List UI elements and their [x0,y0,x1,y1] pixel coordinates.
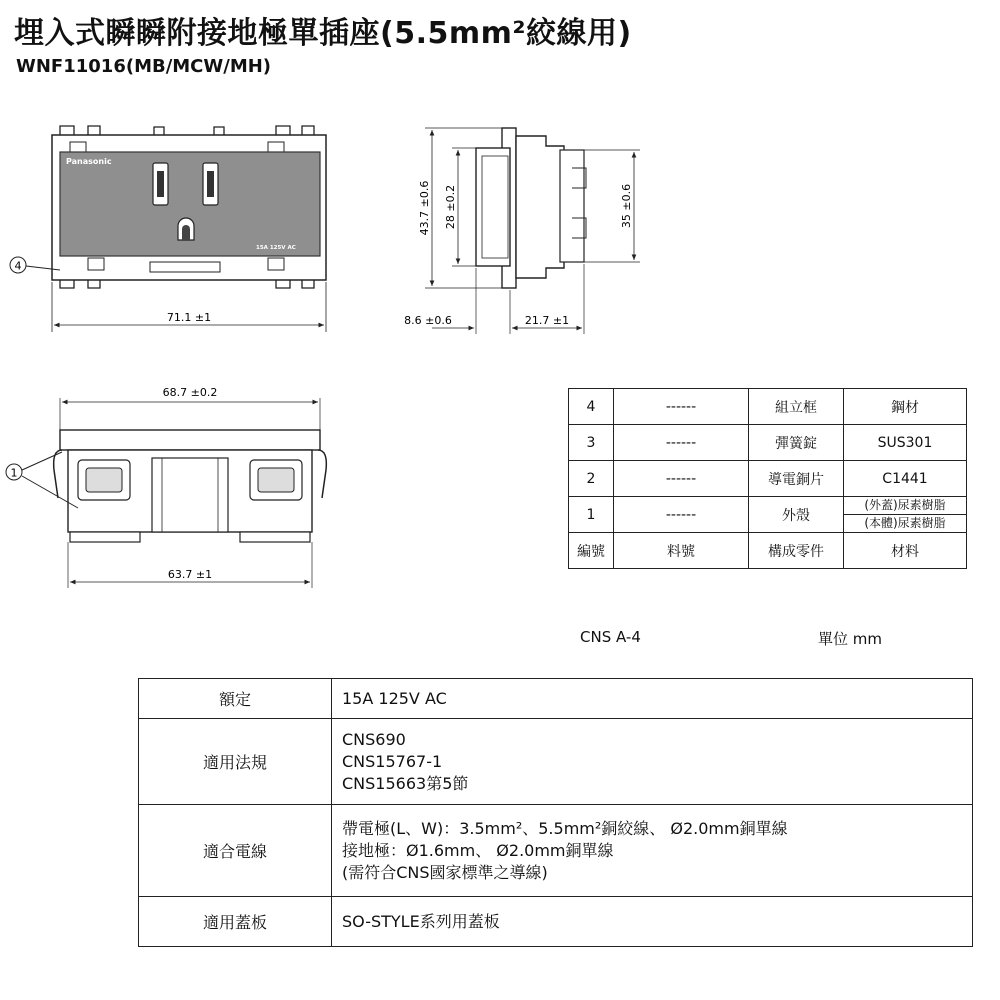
part-number-cell: 2 [569,461,614,497]
part-code-cell: ------ [614,497,749,533]
spec-label: 適用法規 [139,719,332,805]
component-cell: 外殼 [749,497,844,533]
table-row [569,389,967,425]
table-row [569,425,967,461]
spec-row-rating [139,679,973,719]
spec-line: SO-STYLE系列用蓋板 [342,911,500,931]
spec-label: 額定 [139,679,332,719]
part-number-cell: 4 [569,389,614,425]
spec-line: CNS690 [342,729,406,749]
spec-value [332,805,973,897]
spec-table [138,678,973,947]
spec-line: 帶電極(L、W)：3.5mm²、5.5mm²銅絞線、 Ø2.0mm銅單線 [342,818,788,838]
table-header-row [569,533,967,569]
part-number-cell: 1 [569,497,614,533]
standard-label: CNS A-4 [580,628,641,646]
dim-height-outer: 43.7 ±0.6 [418,180,431,236]
brand-label: Panasonic [66,157,112,166]
header-component: 構成零件 [749,533,844,569]
header-material: 材料 [844,533,967,569]
unit-label: 單位 mm [818,630,882,648]
material-cell: SUS301 [844,425,967,461]
spec-line: 接地極：Ø1.6mm、 Ø2.0mm銅單線 [342,840,614,860]
dim-height-body: 35 ±0.6 [620,183,633,229]
spec-row-standards [139,719,973,805]
spec-row-wires [139,805,973,897]
spec-value [332,897,973,947]
component-cell: 導電銅片 [749,461,844,497]
parts-table [568,388,967,569]
material-cell [844,497,967,533]
spec-line: CNS15767-1 [342,751,443,771]
part-code-cell: ------ [614,461,749,497]
material-cell: C1441 [844,461,967,497]
front-view [10,126,326,332]
component-cell: 彈簧錠 [749,425,844,461]
spec-line: CNS15663第5節 [342,773,469,793]
spec-value [332,679,973,719]
dim-bottom-bottomview: 63.7 ±1 [167,568,213,581]
dim-width-front: 71.1 ±1 [166,311,212,324]
table-row [569,497,967,533]
spec-line: 15A 125V AC [342,688,447,708]
part-code-cell: ------ [614,425,749,461]
model-number: WNF11016(MB/MCW/MH) [16,56,272,77]
rating-mark: 15A 125V AC [256,245,296,251]
dim-depth-body: 21.7 ±1 [524,314,570,327]
material-body: (本體)尿素樹脂 [844,514,966,532]
component-cell: 組立框 [749,389,844,425]
table-row [569,461,967,497]
page-title: 埋入式瞬瞬附接地極單插座(5.5mm²絞線用) [14,16,632,51]
material-cell: 鋼材 [844,389,967,425]
part-number-cell: 3 [569,425,614,461]
callout-1: 1 [10,466,18,480]
material-outer: (外蓋)尿素樹脂 [864,498,946,512]
dim-top-bottomview: 68.7 ±0.2 [162,386,218,399]
spec-row-cover [139,897,973,947]
spec-line: (需符合CNS國家標準之導線) [342,862,548,882]
dim-depth-plate: 8.6 ±0.6 [404,314,452,327]
part-code-cell: ------ [614,389,749,425]
header-part-no: 料號 [614,533,749,569]
bottom-view [6,386,326,588]
spec-value [332,719,973,805]
dim-height-inner: 28 ±0.2 [444,184,457,230]
spec-label: 適合電線 [139,805,332,897]
side-view [404,128,640,334]
header-no: 編號 [569,533,614,569]
callout-4: 4 [14,259,22,273]
spec-label: 適用蓋板 [139,897,332,947]
